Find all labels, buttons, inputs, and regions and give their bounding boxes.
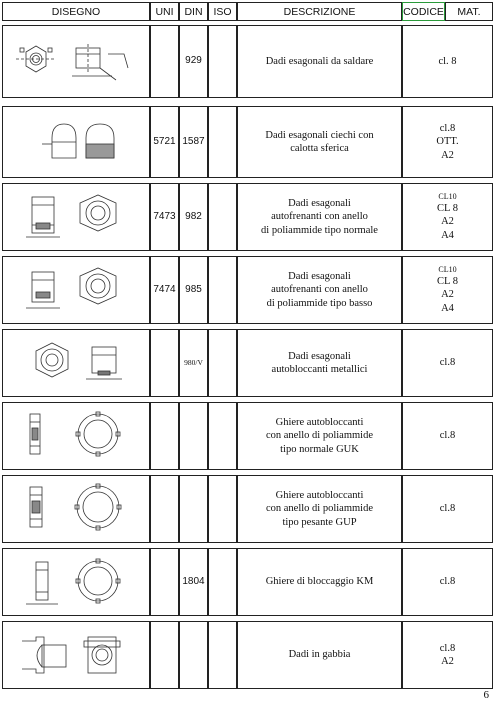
drawing-cell (2, 329, 150, 397)
drawing-cell (2, 183, 150, 251)
description-cell (237, 25, 402, 98)
description-line: di poliammide tipo basso (266, 297, 373, 309)
description-line: tipo pesante GUP (282, 516, 357, 528)
din-cell-value: 1804 (182, 575, 205, 587)
material-value: cl.8 (439, 123, 456, 135)
drawing-cell (2, 256, 150, 324)
drawing-cell (2, 106, 150, 178)
din-cell (179, 548, 208, 616)
metal-lock-nut-drawing (12, 335, 140, 391)
material-value: CL 8 (437, 276, 458, 288)
material-value: A4 (441, 302, 454, 314)
drawing-cell (2, 548, 150, 616)
material-value: OTT. (436, 136, 459, 148)
table-row (0, 256, 497, 324)
cage-nut-drawing (12, 627, 140, 683)
iso-cell (208, 256, 237, 324)
header-uni: UNI (150, 2, 179, 21)
description-line: Dadi esagonali (288, 198, 351, 210)
din-cell-value: 929 (185, 55, 202, 67)
material-cell (402, 621, 493, 689)
low-nylon-nut-drawing (12, 262, 140, 318)
iso-cell (208, 25, 237, 98)
uni-cell (150, 621, 179, 689)
material-value: cl.8 (439, 357, 456, 369)
header-disegno: DISEGNO (2, 2, 150, 21)
description-cell (237, 621, 402, 689)
din-cell (179, 475, 208, 543)
description-line: Dadi esagonali (288, 271, 351, 283)
din-cell (179, 25, 208, 98)
description-line: con anello di poliammide (265, 430, 373, 442)
material-cell (402, 402, 493, 470)
material-cell (402, 106, 493, 178)
header-din: DIN (179, 2, 208, 21)
table-row (0, 548, 497, 616)
description-line: Dadi esagonali da saldare (265, 55, 374, 67)
uni-cell (150, 329, 179, 397)
description-line: Dadi in gabbia (288, 649, 351, 661)
description-line: autobloccanti metallici (271, 364, 368, 375)
iso-cell (208, 621, 237, 689)
description-cell (237, 475, 402, 543)
din-cell-value: 980/V (184, 358, 203, 368)
material-cell (402, 548, 493, 616)
din-cell (179, 183, 208, 251)
description-line: Ghiere di bloccaggio KM (265, 576, 374, 588)
material-value: cl.8 (439, 503, 456, 515)
din-cell-value: 985 (185, 283, 202, 295)
iso-cell (208, 106, 237, 178)
description-cell (237, 548, 402, 616)
din-cell (179, 106, 208, 178)
material-value: cl.8 (439, 576, 456, 588)
description-cell (237, 183, 402, 251)
material-cell (402, 329, 493, 397)
din-cell (179, 256, 208, 324)
material-cell (402, 475, 493, 543)
uni-cell (150, 106, 179, 178)
din-cell (179, 329, 208, 397)
din-cell-value: 982 (185, 210, 202, 222)
uni-cell (150, 548, 179, 616)
description-cell (237, 106, 402, 178)
material-cell (402, 256, 493, 324)
table-row (0, 329, 497, 397)
iso-cell (208, 475, 237, 543)
description-line: con anello di poliammide (265, 503, 373, 515)
iso-cell (208, 183, 237, 251)
weld-nut-drawing (12, 34, 140, 90)
uni-cell-value: 5721 (153, 135, 176, 147)
table-row (0, 475, 497, 543)
material-cell (402, 183, 493, 251)
header-mat: MAT. (445, 2, 493, 21)
description-cell (237, 256, 402, 324)
description-line: autofrenanti con anello (271, 211, 368, 223)
km-locknut-drawing (12, 554, 140, 610)
din-cell (179, 621, 208, 689)
uni-cell (150, 256, 179, 324)
header-iso: ISO (208, 2, 237, 21)
material-value: cl.8 (439, 642, 456, 654)
description-line: Ghiere autobloccanti (275, 417, 364, 429)
table-row (0, 402, 497, 470)
material-value: A2 (441, 149, 454, 161)
nylon-insert-nut-drawing (12, 189, 140, 245)
uni-cell-value: 7474 (153, 283, 176, 295)
uni-cell (150, 183, 179, 251)
material-value: A2 (441, 656, 454, 667)
description-line: Dadi esagonali ciechi con (265, 129, 374, 141)
drawing-cell (2, 402, 150, 470)
uni-cell (150, 475, 179, 543)
material-cell (402, 25, 493, 98)
material-value: A4 (441, 229, 454, 241)
header-descrizione: DESCRIZIONE (237, 2, 402, 21)
material-value: A2 (441, 216, 454, 228)
table-row (0, 621, 497, 689)
uni-cell-value: 7473 (153, 210, 176, 222)
iso-cell (208, 548, 237, 616)
header-codice: CODICE (402, 2, 445, 21)
material-value: A2 (441, 289, 454, 301)
guk-locknut-drawing (12, 408, 140, 464)
description-line: Dadi esagonali (288, 350, 351, 362)
cap-nut-drawing (12, 114, 140, 170)
description-line: tipo normale GUK (280, 443, 359, 455)
description-line: calotta sferica (290, 143, 349, 154)
drawing-cell (2, 621, 150, 689)
iso-cell (208, 402, 237, 470)
description-line: Ghiere autobloccanti (275, 490, 364, 502)
din-cell-value: 1587 (182, 135, 205, 147)
material-value: CL10 (438, 192, 457, 202)
table-row (0, 25, 497, 98)
drawing-cell (2, 25, 150, 98)
uni-cell (150, 25, 179, 98)
page-number: 6 (483, 689, 489, 701)
description-cell (237, 402, 402, 470)
material-value: CL 8 (437, 203, 458, 215)
table-row (0, 183, 497, 251)
uni-cell (150, 402, 179, 470)
description-line: autofrenanti con anello (271, 284, 368, 296)
material-value: CL10 (438, 265, 457, 275)
description-line: di poliammide tipo normale (261, 224, 378, 236)
description-cell (237, 329, 402, 397)
material-value: cl.8 (439, 430, 456, 442)
din-cell (179, 402, 208, 470)
iso-cell (208, 329, 237, 397)
material-value: cl. 8 (438, 55, 457, 67)
table-row (0, 106, 497, 178)
gup-locknut-drawing (12, 481, 140, 537)
drawing-cell (2, 475, 150, 543)
